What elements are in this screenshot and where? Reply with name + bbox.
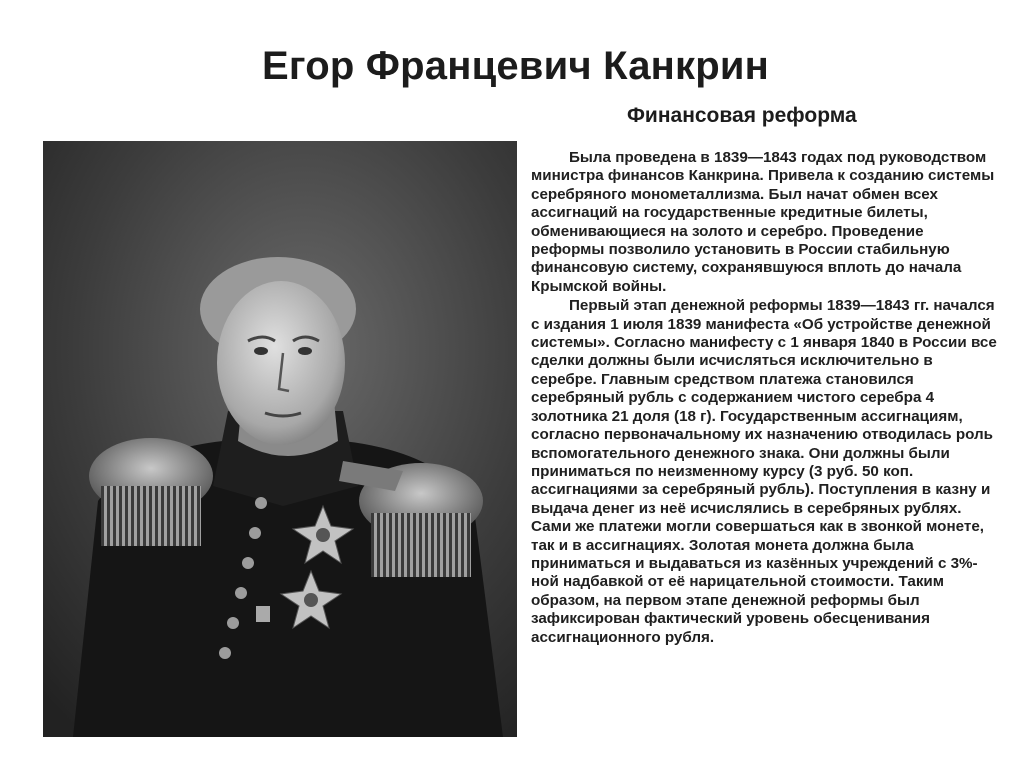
portrait-image bbox=[43, 141, 517, 737]
body-text bbox=[531, 149, 1001, 648]
portrait-engraving-icon bbox=[43, 141, 517, 737]
paragraph-2: Первый этап денежной реформы 1839—1843 гг. начался с издания 1 июля 1839 манифеста «Об устройстве денежной системы». Согласно манифесту с 1 января 1840 в России все сделки должны были исчисляться исключительно в серебре. Главным средством платежа становился серебряный рубль с содержанием чистого серебра 4 золотника 21 доля (18 г). Государственным ассигнациям, согласно первоначальному их назначению отводилась роль вспомогательного денежного знака. Они должны были приниматься по неизменному курсу (3 руб. 50 коп. ассигнациями за серебряный рубль). Поступления в казну и выдача денег из неё исчислялись в серебряных рублях. Сами же платежи могли совершаться как в звонкой монете, так и в ассигнациях. Золотая монета должна была приниматься и выдаваться из казённых учреждений с 3%-ной надбавкой от её нарицательной стоимости. Таким образом, на первом этапе денежной реформы был зафиксирован фактический уровень обесценивания ассигнационного рубля. bbox=[531, 297, 997, 646]
slide-title: Егор Францевич Канкрин bbox=[262, 44, 770, 88]
slide-subtitle: Финансовая реформа bbox=[627, 104, 857, 127]
paragraph-1: Была проведена в 1839—1843 годах под руководством министра финансов Канкрина. Привела к созданию системы серебряного монометаллизма. Был начат обмен всех ассигнаций на государственные кредитные билеты, обменивающиеся на золото и серебро. Проведение реформы позволило установить в России стабильную финансовую систему, сохранявшуюся вплоть до начала Крымской войны. bbox=[531, 149, 995, 295]
